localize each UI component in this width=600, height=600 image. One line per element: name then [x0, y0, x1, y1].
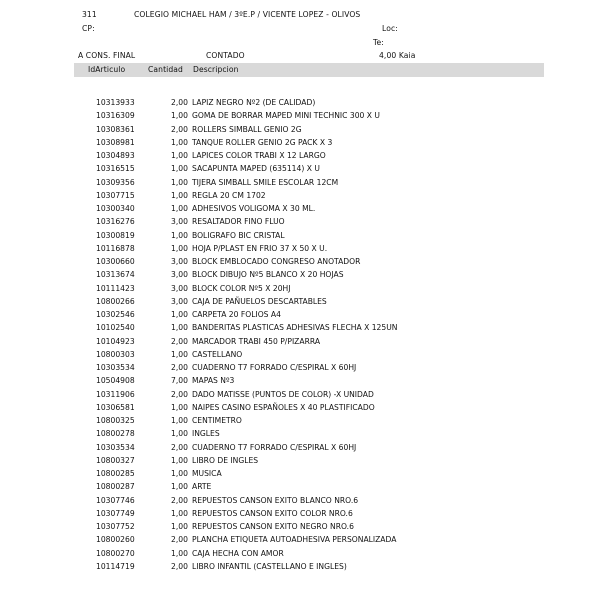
item-description: LIBRO INFANTIL (CASTELLANO E INGLES)	[192, 561, 347, 571]
list-item	[0, 390, 600, 403]
item-code: 10307752	[96, 522, 135, 531]
item-quantity: 1,00	[171, 508, 188, 518]
item-description: REPUESTOS CANSON EXITO NEGRO NRO.6	[192, 522, 354, 531]
list-item	[0, 350, 600, 363]
item-quantity: 3,00	[171, 296, 188, 306]
item-code: 10316276	[96, 217, 135, 227]
item-quantity: 3,00	[171, 270, 188, 280]
item-code: 10114719	[96, 561, 135, 571]
list-item	[0, 363, 600, 376]
items-list	[0, 98, 600, 575]
item-description: LAPIZ NEGRO Nº2 (DE CALIDAD)	[192, 98, 316, 107]
item-description: BLOCK COLOR Nº5 X 20HJ	[192, 283, 291, 293]
list-item	[0, 469, 600, 482]
item-description: LAPICES COLOR TRABI X 12 LARGO	[192, 151, 326, 160]
item-code: 10102540	[96, 323, 135, 333]
item-description: REPUESTOS CANSON EXITO BLANCO NRO.6	[192, 495, 359, 505]
item-code: 10303534	[96, 442, 135, 452]
item-description: CAJA HECHA CON AMOR	[192, 548, 284, 558]
item-quantity: 1,00	[171, 164, 188, 174]
item-description: HOJA P/PLAST EN FRIO 37 X 50 X U.	[192, 243, 328, 253]
item-code: 10800270	[96, 548, 135, 558]
item-quantity: 1,00	[171, 455, 188, 465]
item-quantity: 1,00	[171, 310, 188, 319]
item-quantity: 1,00	[171, 349, 188, 359]
list-item	[0, 509, 600, 522]
item-code: 10303534	[96, 363, 135, 372]
item-code: 10313674	[96, 270, 135, 280]
item-code: 10111423	[96, 283, 135, 293]
item-code: 10800325	[96, 416, 135, 425]
item-code: 10316515	[96, 164, 135, 174]
item-code: 10308981	[96, 137, 135, 147]
list-item	[0, 297, 600, 310]
item-description: REGLA 20 CM 1702	[192, 190, 266, 200]
item-code: 10309356	[96, 177, 135, 187]
list-item	[0, 496, 600, 509]
item-quantity: 1,00	[171, 230, 188, 240]
item-description: CUADERNO T7 FORRADO C/ESPIRAL X 60HJ	[192, 363, 357, 372]
item-description: TANQUE ROLLER GENIO 2G PACK X 3	[192, 137, 333, 147]
item-description: CENTIMETRO	[192, 416, 242, 425]
list-item	[0, 562, 600, 575]
list-item	[0, 284, 600, 297]
item-description: MUSICA	[192, 469, 222, 478]
item-description: RESALTADOR FINO FLUO	[192, 217, 285, 227]
item-description: ADHESIVOS VOLIGOMA X 30 ML.	[192, 204, 316, 213]
item-quantity: 2,00	[171, 561, 188, 571]
list-item	[0, 522, 600, 535]
list-item	[0, 549, 600, 562]
item-description: BLOCK DIBUJO Nº5 BLANCO X 20 HOJAS	[192, 270, 344, 280]
item-description: REPUESTOS CANSON EXITO COLOR NRO.6	[192, 508, 353, 518]
list-item	[0, 111, 600, 124]
list-item	[0, 323, 600, 336]
list-item	[0, 376, 600, 389]
item-quantity: 2,00	[171, 336, 188, 346]
item-quantity: 2,00	[171, 363, 188, 372]
item-quantity: 2,00	[171, 98, 188, 107]
list-item	[0, 482, 600, 495]
list-item	[0, 337, 600, 350]
item-quantity: 3,00	[171, 257, 188, 266]
item-description: INGLES	[192, 429, 220, 439]
list-item	[0, 443, 600, 456]
item-quantity: 1,00	[171, 402, 188, 412]
item-code: 10800327	[96, 455, 135, 465]
list-item	[0, 204, 600, 217]
payment-method: CONTADO	[206, 51, 245, 60]
item-quantity: 1,00	[171, 177, 188, 187]
column-header-id: IdArticulo	[88, 65, 126, 74]
item-description: MARCADOR TRABI 450 P/PIZARRA	[192, 336, 321, 346]
list-item	[0, 244, 600, 257]
item-quantity: 1,00	[171, 482, 188, 492]
list-item	[0, 178, 600, 191]
item-code: 10800287	[96, 482, 135, 492]
item-description: LIBRO DE INGLES	[192, 455, 259, 465]
list-item	[0, 403, 600, 416]
item-quantity: 2,00	[171, 535, 188, 545]
item-quantity: 1,00	[171, 429, 188, 439]
item-description: CARPETA 20 FOLIOS A4	[192, 310, 281, 319]
list-item	[0, 231, 600, 244]
list-item	[0, 429, 600, 442]
item-description: ROLLERS SIMBALL GENIO 2G	[192, 124, 302, 134]
item-code: 10800285	[96, 469, 135, 478]
column-header-qty: Cantidad	[148, 65, 183, 74]
item-code: 10300819	[96, 230, 135, 240]
item-quantity: 1,00	[171, 243, 188, 253]
list-item	[0, 270, 600, 283]
list-item	[0, 191, 600, 204]
list-item	[0, 138, 600, 151]
item-description: NAIPES CASINO ESPAÑOLES X 40 PLASTIFICADO	[192, 402, 375, 412]
list-item	[0, 257, 600, 270]
item-quantity: 1,00	[171, 323, 188, 333]
item-code: 10800266	[96, 296, 135, 306]
item-code: 10307746	[96, 495, 135, 505]
item-description: BLOCK EMBLOCADO CONGRESO ANOTADOR	[192, 257, 361, 266]
list-item	[0, 416, 600, 429]
item-description: BOLIGRAFO BIC CRISTAL	[192, 230, 285, 240]
item-quantity: 1,00	[171, 111, 188, 121]
item-description: DADO MATISSE (PUNTOS DE COLOR) -X UNIDAD	[192, 389, 374, 399]
item-code: 10307749	[96, 508, 135, 518]
item-description: ARTE	[192, 482, 212, 492]
item-quantity: 1,00	[171, 190, 188, 200]
item-quantity: 1,00	[171, 469, 188, 478]
loc-label: Loc:	[382, 24, 398, 33]
list-item	[0, 151, 600, 164]
list-item	[0, 310, 600, 323]
item-quantity: 1,00	[171, 151, 188, 160]
item-quantity: 1,00	[171, 548, 188, 558]
cp-label: CP:	[82, 24, 95, 33]
item-description: CASTELLANO	[192, 349, 243, 359]
item-description: SACAPUNTA MAPED (635114) X U	[192, 164, 320, 174]
item-quantity: 2,00	[171, 442, 188, 452]
item-code: 10304893	[96, 151, 135, 160]
item-quantity: 2,00	[171, 389, 188, 399]
item-code: 10116878	[96, 243, 135, 253]
item-code: 10308361	[96, 124, 135, 134]
item-quantity: 2,00	[171, 124, 188, 134]
item-code: 10313933	[96, 98, 135, 107]
column-header-band	[74, 63, 544, 77]
item-code: 10504908	[96, 376, 135, 386]
item-code: 10800303	[96, 349, 135, 359]
item-quantity: 3,00	[171, 217, 188, 227]
item-description: PLANCHA ETIQUETA AUTOADHESIVA PERSONALIZADA	[192, 535, 397, 545]
list-item	[0, 217, 600, 230]
school-code: 311	[82, 10, 97, 19]
item-description: CUADERNO T7 FORRADO C/ESPIRAL X 60HJ	[192, 442, 357, 452]
item-quantity: 2,00	[171, 495, 188, 505]
item-description: BANDERITAS PLASTICAS ADHESIVAS FLECHA X 125UN	[192, 323, 398, 333]
item-quantity: 3,00	[171, 283, 188, 293]
item-description: GOMA DE BORRAR MAPED MINI TECHNIC 300 X U	[192, 111, 380, 121]
amount: 4,00 Kaia	[379, 51, 416, 60]
item-code: 10311906	[96, 389, 135, 399]
item-quantity: 1,00	[171, 416, 188, 425]
item-code: 10300660	[96, 257, 135, 266]
item-code: 10316309	[96, 111, 135, 121]
item-code: 10306581	[96, 402, 135, 412]
item-quantity: 1,00	[171, 204, 188, 213]
item-description: MAPAS Nº3	[192, 376, 235, 386]
item-code: 10800260	[96, 535, 135, 545]
te-label: Te:	[373, 38, 384, 47]
list-item	[0, 125, 600, 138]
list-item	[0, 98, 600, 111]
client-type: A CONS. FINAL	[78, 51, 136, 60]
item-quantity: 1,00	[171, 522, 188, 531]
column-header-desc: Descripcion	[193, 65, 239, 74]
item-code: 10800278	[96, 429, 135, 439]
item-description: TIJERA SIMBALL SMILE ESCOLAR 12CM	[192, 177, 339, 187]
school-name: COLEGIO MICHAEL HAM / 3ºE.P / VICENTE LOPEZ - OLIVOS	[134, 10, 361, 19]
item-code: 10300340	[96, 204, 135, 213]
item-code: 10307715	[96, 190, 135, 200]
list-item	[0, 164, 600, 177]
item-code: 10302546	[96, 310, 135, 319]
item-quantity: 1,00	[171, 137, 188, 147]
item-code: 10104923	[96, 336, 135, 346]
list-item	[0, 535, 600, 548]
item-quantity: 7,00	[171, 376, 188, 386]
item-description: CAJA DE PAÑUELOS DESCARTABLES	[192, 296, 327, 306]
list-item	[0, 456, 600, 469]
